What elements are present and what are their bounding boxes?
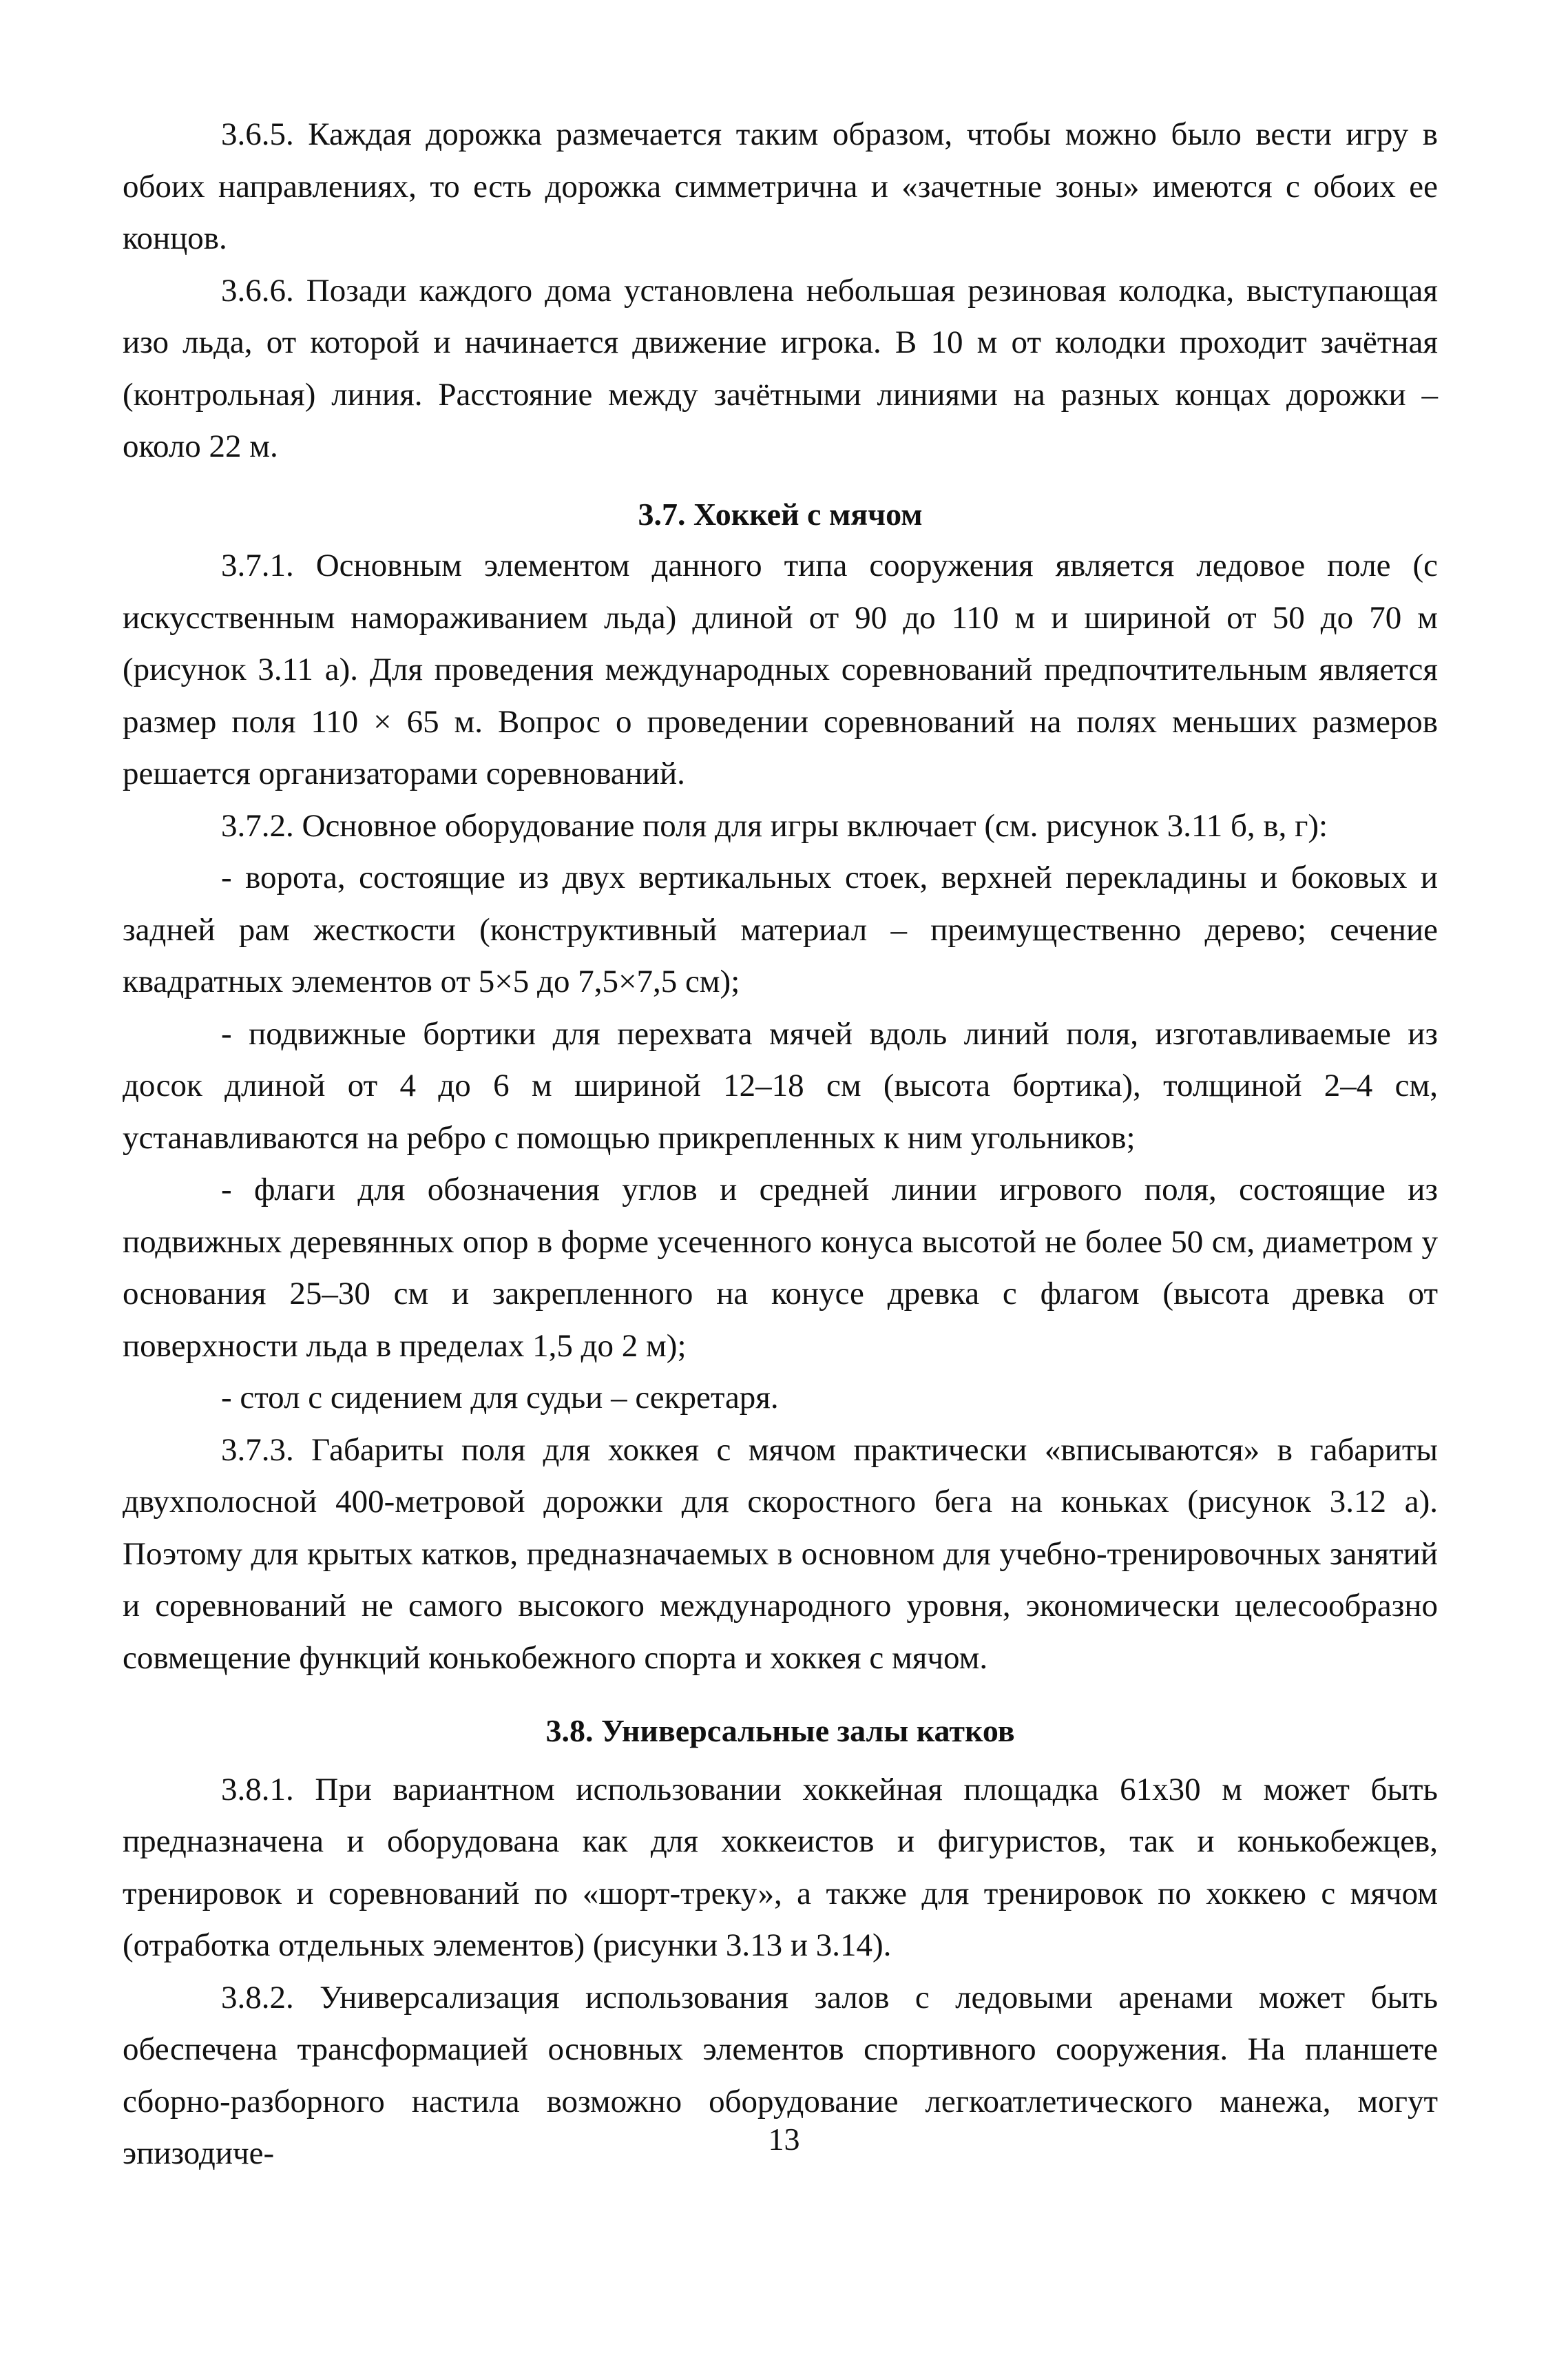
- list-item-judge-table: - стол с сидением для судьи – секретаря.: [221, 1380, 779, 1416]
- paragraph-3-6-5: 3.6.5. Каждая дорожка размечается таким образом, чтобы можно было вести игру в обоих направлениях, то есть дорожка симметрична и «зачетные зоны» имеются с обоих ее концов.: [123, 116, 1438, 256]
- paragraph-3-8-2: 3.8.2. Универсализация использования залов с ледовыми аренами может быть обеспечена трансформацией основных элементов спортивного сооружения. На планшете сборно-разборного настила возможно оборудование легкоатлетического манежа, могут эпизодиче-: [123, 1979, 1438, 2171]
- paragraph-3-7-3: 3.7.3. Габариты поля для хоккея с мячом практически «вписываются» в габариты двухполосной 400-метровой дорожки для скоростного бега на коньках (рисунок 3.12 а). Поэтому для крытых катков, предназначаемых в основном для учебно-тренировочных занятий и соревнований не самого высокого международного уровня, экономически целесообразно совмещение функций конькобежного спорта и хоккея с мячом.: [123, 1431, 1438, 1676]
- list-item-flags: - флаги для обозначения углов и средней линии игрового поля, состоящие из подвижных деревянных опор в форме усеченного конуса высотой не более 50 см, диаметром у основания 25–30 см и закрепленного на конусе древка с флагом (высота древка от поверхности льда в пределах 1,5 до 2 м);: [123, 1172, 1438, 1364]
- page-number: 13: [768, 2122, 800, 2157]
- paragraph-3-8-1: 3.8.1. При вариантном использовании хоккейная площадка 61х30 м может быть предназначена и оборудована как для хоккеистов и фигуристов, так и конькобежцев, тренировок и соревнований по «шорт-треку», а также для тренировок по хоккею с мячом (отработка отдельных элементов) (рисунки 3.13 и 3.14).: [123, 1771, 1438, 1963]
- section-heading-3-7: 3.7. Хоккей с мячом: [638, 496, 923, 532]
- paragraph-3-6-6: 3.6.6. Позади каждого дома установлена небольшая резиновая колодка, выступающая изо льда, от которой и начинается движение игрока. В 10 м от колодки проходит зачётная (контрольная) линия. Расстояние между зачётными линиями на разных концах дорожки – около 22 м.: [123, 272, 1438, 464]
- section-heading-3-8: 3.8. Универсальные залы катков: [545, 1713, 1015, 1748]
- list-item-boards: - подвижные бортики для перехвата мячей вдоль линий поля, изготавливаемые из досок длиной от 4 до 6 м шириной 12–18 см (высота бортика), толщиной 2–4 см, устанавливаются на ребро с помощью прикрепленных к ним угольников;: [123, 1015, 1438, 1156]
- list-item-goals: - ворота, состоящие из двух вертикальных стоек, верхней перекладины и боковых и задней рам жесткости (конструктивный материал – преимущественно дерево; сечение квадратных элементов от 5×5 до 7,5×7,5 см);: [123, 860, 1438, 999]
- paragraph-3-7-2: 3.7.2. Основное оборудование поля для игры включает (см. рисунок 3.11 б, в, г):: [221, 807, 1328, 844]
- page-content: [123, 109, 1438, 2180]
- paragraph-3-7-1: 3.7.1. Основным элементом данного типа сооружения является ледовое поле (с искусственным намораживанием льда) длиной от 90 до 110 м и шириной от 50 до 70 м (рисунок 3.11 а). Для проведения международных соревнований предпочтительным является размер поля 110 × 65 м. Вопрос о проведении соревнований на полях меньших размеров решается организаторами соревнований.: [123, 548, 1438, 791]
